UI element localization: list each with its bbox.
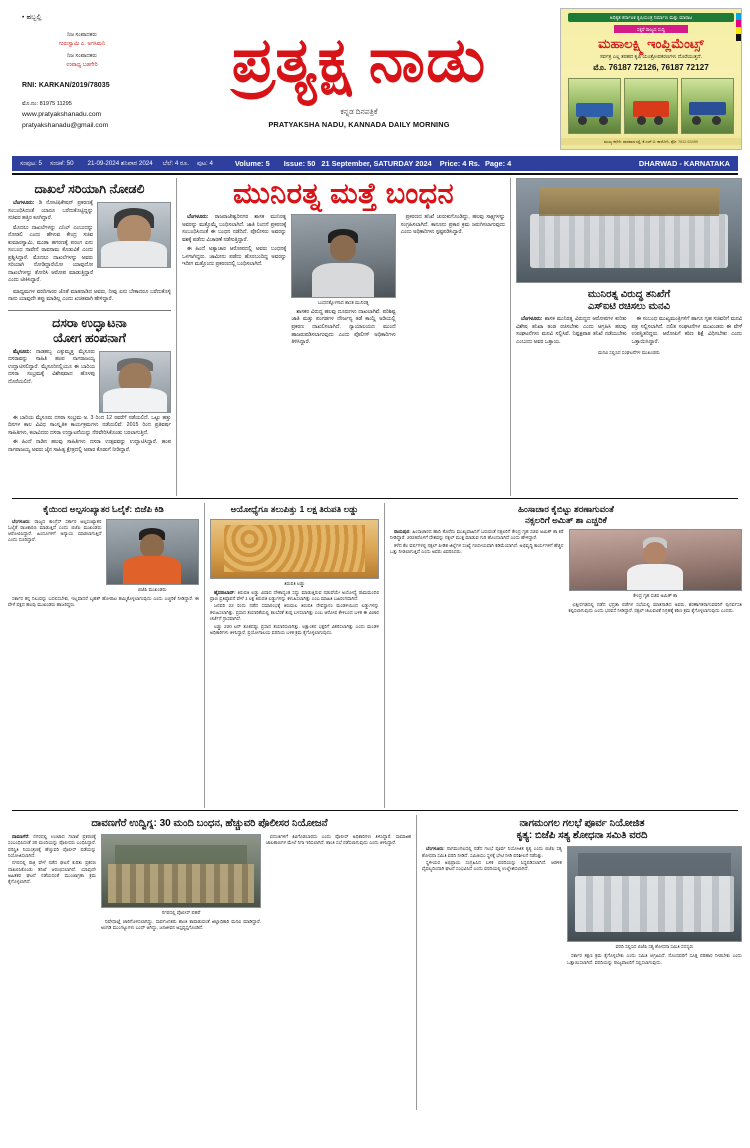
sit-photo-caption: ಮನವಿ ಸಲ್ಲಿಸಿದ ಸಂಘಟನೆಗಳ ಮುಖಂಡರು: [598, 350, 660, 356]
laddu-story: [204, 503, 384, 808]
minority-photo-caption: ಬಿಜೆಪಿ ಮುಖಂಡರು: [137, 586, 167, 592]
amitshah-headline-line2[interactable]: ನಕ್ಸಲರಿಗೆ ಅಮಿತ್ ಶಾ ಎಚ್ಚರಿಕೆ: [525, 514, 607, 525]
davangere-body-3: ನಿಷೇಧಾಜ್ಞೆ ಜಾರಿಗೊಳಿಸಲಾಗಿದ್ದು, ಸಾರ್ವಜನಿಕರು ಶಾಂತಿ ಕಾಪಾಡುವಂತೆ ಜಿಲ್ಲಾಧಿಕಾರಿ ಮನವಿ ಮಾಡಿದ್ದಾರೆ. ಅಂಗಡಿ ಮುಂಗಟ್ಟುಗಳು ಬಂದ್ ಆಗಿದ್ದು, ಜನಜೀವನ ಅಸ್ತವ್ಯಸ್ತಗೊಂಡಿದೆ.: [101, 919, 261, 931]
ad-photo-trailer: [681, 78, 734, 134]
bottom-news-block: [8, 815, 742, 1110]
masthead-credits: [22, 31, 158, 69]
dasara-dateline: ಮೈಸೂರು:: [13, 348, 32, 355]
davangere-photo-caption: ನಗರದಲ್ಲಿ ಪೊಲೀಸ್ ಪಹರೆ: [161, 910, 201, 916]
davangere-dateline: ದಾವಣಗೆರೆ:: [12, 834, 30, 840]
masthead-left-info: [8, 8, 158, 152]
contact-email[interactable]: pratyakshanadu@gmail.com: [22, 122, 109, 130]
davangere-story: [8, 815, 416, 1110]
minority-photo: [106, 519, 200, 585]
contact-website[interactable]: www.pratyakshanadu.com: [22, 111, 102, 119]
munirathna-body-2: ಈ ಹಿಂದೆ ಅತ್ಯಾಚಾರ ಆರೋಪದಲ್ಲಿ ಅವರು ಬಂಧನಕ್ಕೆ ಒಳಗಾಗಿದ್ದರು. ಜಾಮೀನು ಪಡೆದು ಹೊರಬಂದಿದ್ದ ಅವರನ್ನು ಇದೀಗ ಮತ್ತೊಂದು ಪ್ರಕರಣದಲ್ಲಿ ಬಂಧಿಸಲಾಗಿದೆ.: [182, 246, 287, 268]
sit-dateline: ಬೆಂಗಳೂರು:: [521, 316, 543, 323]
davangere-body-2: ನಗರದಲ್ಲಿ ರಾತ್ರಿ ವೇಳೆ ನಡೆದ ಘಟನೆ ಕುರಿತು ಪ್ರಕರಣ ದಾಖಲಿಸಿಕೊಂಡು ತನಿಖೆ ಆರಂಭಿಸಲಾಗಿದೆ. ಯಾವುದೇ ಅಹಿತಕರ ಘಟನೆ ನಡೆಯದಂತೆ ಮುಂಜಾಗ್ರತಾ ಕ್ರಮ ಕೈಗೊಳ್ಳಲಾಗಿದೆ.: [8, 860, 96, 884]
ad-product-photos: [568, 78, 734, 134]
sit-body-1: ಶಾಸಕ ಮುನಿರತ್ನ ವಿರುದ್ಧದ ಆರೋಪಗಳ ಕುರಿತು ವಿಶೇಷ ತನಿಖಾ ತಂಡ ರಚಿಸಬೇಕು ಎಂದು ಆಗ್ರಹಿಸಿ ಹಲವು ಸಂಘಟನೆಗಳು ಮನವಿ ಸಲ್ಲಿಸಿವೆ. ನಿಷ್ಪಕ್ಷಪಾತ ತನಿಖೆ ನಡೆಯಬೇಕು ಎಂಬುದು ಅವರ ಒತ್ತಾಯ.: [516, 316, 627, 345]
nagamangala-headline-line1[interactable]: ನಾಗಮಂಗಲ ಗಲಭೆ ಪೂರ್ವ ನಿಯೋಜಿತ: [519, 818, 645, 829]
sit-headline-line2[interactable]: ಎಸ್‌ಐಟಿ ರಚಿಸಲು ಮನವಿ: [587, 301, 671, 313]
sit-headline-line1[interactable]: ಮುನಿರತ್ನ ವಿರುದ್ಧ ತನಿಖೆಗೆ: [587, 289, 671, 300]
top-news-block: [8, 178, 742, 496]
newspaper-title: ಪ್ರತ್ಯಕ್ಷ ನಾಡು: [231, 27, 487, 95]
info-kn-volume: ಸಂಪುಟ: 5: [20, 159, 42, 167]
laddu-dateline: ಹೈದರಾಬಾದ್:: [214, 589, 236, 595]
dakhale-body-2: ಮೊದಲು ದಾಖಲೆಗಳನ್ನು ಎನಿಲ್ ಎಂಬುದನ್ನು ನೋಡಲಿ ಎಂದು ಹೇಳುವ ಕೇಂದ್ರ ಸಚಿವ ಕುಮಾರಸ್ವಾಮಿ, ಮುಡಾ ಹಗರಣಕ್ಕೆ ಪರಂಗ ಏನು ಸಂಬಂಧ ನಾವೇನೆ ರಾವನಾಮ ಕೊಡುವಿಕೆ ಎಂದು ಪ್ರಶ್ನಿಸಿದ್ದಾರೆ. ಮೊದಲು ದಾಖಲೆಗಳನ್ನು ಅವರು ಸರಿಯಾಗಿ ನೋಡಿದ್ದಾರೆಯೋ ಯಾವುದೋ ದಾಖಲೆಗಳನ್ನು ತೋರಿಸಿ ಆರೋಪ ಮಾಡುತ್ತಿದ್ದಾರೆ ಎಂದು ಟೀಕಿಸಿದ್ದಾರೆ.: [8, 224, 93, 284]
cmyk-registration-marks: [736, 13, 741, 41]
masthead-bullet: • ಹಬ್ಬಲ್ಲಿ: [22, 14, 42, 21]
dasara-headline-line2[interactable]: ಯೋಗ ಹಂಪನಾಗೆ: [53, 330, 126, 345]
credit-name-2: ಉಪಾಧ್ಯ ಬಡಗೇರಿ: [66, 61, 98, 68]
munirathna-main-headline[interactable]: ಮುನಿರತ್ನ ಮತ್ತೆ ಬಂಧನ: [233, 178, 454, 210]
dakhale-body-1: ಡಿ ನೋಟಿಫಿಕೇಷನ್ ಪ್ರಕರಣಕ್ಕೆ ಸಂಬಂಧಿಸಿದಂತೆ ಯಾರೂ ಬರೆದುಕೊಟ್ಟಿದ್ದನ್ನು ಸಚಿವರ ಹತ್ತಿರ ಕೂಗಿದ್ದಾರೆ.: [8, 200, 93, 222]
dasara-body-2: ಈ ಬಾರಿಯ ಮೈಸೂರು ದಸರಾ ಸಂಭ್ರಮ ಅ. 3 ರಿಂದ 12 ರವರೆಗೆ ನಡೆಯಲಿದೆ. ಒಟ್ಟು ಹತ್ತು ದಿನಗಳ ಕಾಲ ವಿವಿಧ ಸಾಂಸ್ಕೃತಿಕ ಕಾರ್ಯಕ್ರಮಗಳು ನಡೆಯಲಿವೆ. 2015 ರಿಂದ ಪ್ರತಿವರ್ಷ ಸಾಹಿತಿಗಳು, ಕಲಾವಿದರು ದಸರಾ ಉದ್ಘಾಟನೆಯನ್ನು ನೆರವೇರಿಸಿಕೊಂಡು ಬರಲಾಗುತ್ತಿದೆ.: [8, 414, 171, 436]
amitshah-body-2: ಛತ್ತೀಸಗಢದಲ್ಲಿ ನಡೆದ ಭದ್ರತಾ ಪಡೆಗಳ ಸಭೆಯಲ್ಲಿ ಮಾತನಾಡಿದ ಅವರು, ಶರಣಾಗತರಾಗುವವರಿಗೆ ಪುನರ್ವಸತಿ ಕಲ್ಪಿಸಲಾಗುವುದು ಎಂದು ಭರವಸೆ ನೀಡಿದ್ದಾರೆ. ನಕ್ಸಲ್ ಚಟುವಟಿಕೆ ನಿಗ್ರಹಕ್ಕೆ ಕಠಿಣ ಕ್ರಮ ಕೈಗೊಳ್ಳಲಾಗುವುದು ಎಂದರು.: [568, 602, 742, 614]
davangere-body-4: ವದಂತಿಗಳಿಗೆ ಕಿವಿಗೊಡಬಾರದು ಎಂದು ಪೊಲೀಸ್ ಅಧಿಕಾರಿಗಳು ತಿಳಿಸಿದ್ದಾರೆ. ಸಾಮಾಜಿಕ ಜಾಲತಾಣಗಳ ಮೇಲೆ ನಿಗಾ ಇರಿಸಲಾಗಿದೆ. ಶಾಂತಿ ಸಭೆ ನಡೆಸಲಾಗುವುದು ಎಂದು ತಿಳಿಸಿದ್ದಾರೆ.: [266, 834, 411, 846]
dasara-body-3: ಈ ಹಿಂದೆ ನಾಡಿನ ಹಲವು ಸಾಹಿತಿಗಳು ದಸರಾ ಉತ್ಸವವನ್ನು ಉದ್ಘಾಟಿಸಿದ್ದಾರೆ. ಹಂಪ ನಾಗರಾಜಯ್ಯ ಅವರು ಜೈನ ಸಾಹಿತ್ಯ ಕ್ಷೇತ್ರದಲ್ಲಿ ಅಪಾರ ಕೊಡುಗೆ ನೀಡಿದ್ದಾರೆ.: [8, 439, 171, 453]
amitshah-body-1: ಹಿಂಸಾಚಾರದ ಹಾದಿ ತೊರೆದು ಮುಖ್ಯವಾಹಿನಿಗೆ ಬರುವಂತೆ ನಕ್ಸಲರಿಗೆ ಕೇಂದ್ರ ಗೃಹ ಸಚಿವ ಅಮಿತ್ ಶಾ ಕರೆ ನೀಡಿದ್ದಾರೆ. 2026ರೊಳಗೆ ದೇಶವನ್ನು ನಕ್ಸಲ್ ಮುಕ್ತ ಮಾಡುವ ಗುರಿ ಹೊಂದಲಾಗಿದೆ ಎಂದು ಹೇಳಿದ್ದಾರೆ.: [390, 529, 564, 541]
nagamangala-photo-caption: ವರದಿ ಸಲ್ಲಿಸಿದ ಬಿಜೆಪಿ ಸತ್ಯ ಶೋಧನಾ ಸಮಿತಿ ಸದಸ್ಯರು: [615, 944, 694, 950]
sit-group-photo: [516, 178, 742, 283]
amitshah-photo: [569, 529, 743, 591]
info-kn-issue: ಸಂಚಿಕೆ: 50: [49, 159, 74, 167]
masthead-advertisement[interactable]: [560, 8, 742, 150]
laddu-body-3: ಲಡ್ಡು 220 ಟನ್ ತೂಕದಷ್ಟು ಪ್ರಸಾದ ತಯಾರಿಸಲಾಗಿತ್ತು. ಲಕ್ಷಾಂತರ ಭಕ್ತರಿಗೆ ವಿತರಿಸಲಾಗಿತ್ತು ಎಂದು ಮಂಡಳಿ ಅಧಿಕಾರಿಗಳು ತಿಳಿಸಿದ್ದಾರೆ. ಪ್ರಯೋಗಾಲಯ ವರದಿಯ ಬಳಿಕ ಕ್ರಮ ಕೈಗೊಳ್ಳಲಾಗುವುದು.: [210, 623, 379, 635]
munirathna-body-4: ಪ್ರಕರಣದ ತನಿಖೆ ಚುರುಕುಗೊಂಡಿದ್ದು, ಹಲವು ಸಾಕ್ಷ್ಯಗಳನ್ನು ಸಂಗ್ರಹಿಸಲಾಗಿದೆ. ಕಾನೂನು ಪ್ರಕಾರ ಕ್ರಮ ಜರುಗಿಸಲಾಗುವುದು ಎಂದು ಅಧಿಕಾರಿಗಳು ಸ್ಪಷ್ಟಪಡಿಸಿದ್ದಾರೆ.: [400, 214, 505, 236]
munirathna-dateline: ಬೆಂಗಳೂರು:: [187, 214, 209, 220]
masthead-divider: [12, 173, 738, 175]
left-column: [8, 178, 176, 496]
minority-headline[interactable]: ಕೈಯಿಂದ ಅಲ್ಪಸಂಖ್ಯಾತರ ಓಲೈಕೆ: ಬಿಜೆಪಿ ಕಿಡಿ: [43, 504, 164, 514]
info-kn-pages: ಪುಟ: 4: [196, 159, 213, 167]
munirathna-body-3: ಶಾಸಕರ ವಿರುದ್ಧ ಹಲವು ದೂರುಗಳು ದಾಖಲಾಗಿವೆ. ಪರಿಶಿಷ್ಟ ಜಾತಿ ಮತ್ತು ಪಂಗಡಗಳ ದೌರ್ಜನ್ಯ ತಡೆ ಕಾಯ್ದೆ ಅಡಿಯಲ್ಲಿ ಪ್ರಕರಣ ದಾಖಲಿಸಲಾಗಿದೆ. ನ್ಯಾಯಾಲಯದ ಮುಂದೆ ಹಾಜರುಪಡಿಸಲಾಗುವುದು ಎಂದು ಪೊಲೀಸ್ ಅಧಿಕಾರಿಗಳು ತಿಳಿಸಿದ್ದಾರೆ.: [291, 308, 396, 346]
newspaper-subtitle-english: PRATYAKSHA NADU, KANNADA DAILY MORNING: [268, 120, 450, 130]
ad-photo-rotavator: [624, 78, 677, 134]
amitshah-photo-caption: ಕೇಂದ್ರ ಗೃಹ ಸಚಿವ ಅಮಿತ್ ಶಾ: [633, 593, 678, 599]
masthead: [8, 0, 742, 152]
davangere-body-1: ನಗರದಲ್ಲಿ ಉಂಟಾದ ಗಲಾಟೆ ಪ್ರಕರಣಕ್ಕೆ ಸಂಬಂಧಿಸಿದಂತೆ 30 ಮಂದಿಯನ್ನು ಪೊಲೀಸರು ಬಂಧಿಸಿದ್ದಾರೆ. ಪರಿಸ್ಥಿತಿ ನಿಯಂತ್ರಣಕ್ಕೆ ಹೆಚ್ಚುವರಿ ಪೊಲೀಸ್ ಪಡೆಯನ್ನು ನಿಯೋಜಿಸಲಾಗಿದೆ.: [8, 834, 96, 858]
nagamangala-body-1: ನಾಗಮಂಗಲದಲ್ಲಿ ನಡೆದ ಗಲಭೆ ಪೂರ್ವ ನಿಯೋಜಿತ ಕೃತ್ಯ ಎಂದು ಬಿಜೆಪಿ ಸತ್ಯ ಶೋಧನಾ ಸಮಿತಿ ವರದಿ ನೀಡಿದೆ. ಸಮಿತಿಯು ಸ್ಥಳಕ್ಕೆ ಭೇಟಿ ನೀಡಿ ಪರಿಶೀಲನೆ ನಡೆಸಿತ್ತು.: [422, 846, 562, 858]
dakhale-headline[interactable]: ದಾಖಲೆ ಸರಿಯಾಗಿ ನೋಡಲಿ: [34, 182, 145, 196]
credit-label-1: ನಿಜ ಸಂಪಾದಕರು: [67, 32, 97, 38]
ad-ribbon: ಸಕ್ಕರೆ ರಾಜ್ಯದ ಸುದ್ದಿ: [614, 25, 688, 33]
laddu-photo: [210, 519, 379, 579]
ad-footer-address: ಮುಖ್ಯ ಕಛೇರಿ: ಧಾರವಾಡ ರಸ್ತೆ, ಕೆ.ಎಚ್.ಬಿ. ಕಾಲೋನಿ, ಫೋ: 7611 63499: [561, 138, 741, 145]
center-column: [176, 178, 510, 496]
dakhale-dateline: ಬೆಂಗಳೂರು:: [13, 200, 35, 206]
info-price: Price: 4 Rs.: [439, 159, 480, 168]
newspaper-subtitle-kannada: ಕನ್ನಡ ದಿನಪತ್ರಿಕೆ: [340, 107, 378, 117]
info-pages: Page: 4: [484, 159, 512, 168]
laddu-body-2: ಜನವರಿ 22 ರಂದು ನಡೆದ ಸಮಾರಂಭಕ್ಕೆ ತಿರುಮಲ ತಿರುಪತಿ ದೇವಸ್ಥಾನಂ ಮಂಡಳಿಯಿಂದ ಲಡ್ಡುಗಳನ್ನು ಕಳುಹಿಸಲಾಗಿತ್ತು. ಪ್ರಸಾದ ತಯಾರಿಕೆಯಲ್ಲಿ ಕಲಬೆರಕೆ ತುಪ್ಪ ಬಳಸಲಾಗಿತ್ತು ಎಂಬ ಆರೋಪ ಕೇಳಿಬಂದ ಬಳಿಕ ಈ ವಿಚಾರ ಚರ್ಚೆಗೆ ಗ್ರಾಸವಾಗಿದೆ.: [210, 603, 379, 621]
ad-phone-numbers: ಮೊ. 76187 72126, 76187 72127: [593, 63, 709, 72]
minority-body-2: ಸರ್ಕಾರ ತನ್ನ ನಿಲುವನ್ನು ಬದಲಿಸಬೇಕು, ಇಲ್ಲವಾದರೆ ಬೃಹತ್ ಹೋರಾಟ ಹಮ್ಮಿಕೊಳ್ಳಲಾಗುವುದು ಎಂದು ಎಚ್ಚರಿಕೆ ನೀಡಿದ್ದಾರೆ. ಈ ವೇಳೆ ಪಕ್ಷದ ಹಲವು ಮುಖಂಡರು ಹಾಜರಿದ್ದರು.: [8, 595, 199, 607]
sit-body-2: ಈ ಸಂಬಂಧ ಮುಖ್ಯಮಂತ್ರಿಗಳಿಗೆ ಹಾಗೂ ಗೃಹ ಸಚಿವರಿಗೆ ಮನವಿ ಪತ್ರ ಸಲ್ಲಿಸಲಾಗಿದೆ. ದಲಿತ ಸಂಘಟನೆಗಳ ಮುಖಂಡರು ಈ ವೇಳೆ ಉಪಸ್ಥಿತರಿದ್ದರು. ಆರೋಪಿಗೆ ಕಠಿಣ ಶಿಕ್ಷೆ ವಿಧಿಸಬೇಕು ಎಂದು ಒತ್ತಾಯಿಸಿದ್ದಾರೆ.: [631, 316, 742, 345]
nagamangala-dateline: ಬೆಂಗಳೂರು:: [426, 846, 445, 852]
nagamangala-body-2: ಸ್ಥಳೀಯರ ಅಭಿಪ್ರಾಯ ಸಂಗ್ರಹಿಸಿದ ಬಳಿಕ ವರದಿಯನ್ನು ಸಿದ್ಧಪಡಿಸಲಾಗಿದೆ. ಆಡಳಿತ ವೈಫಲ್ಯದಿಂದಾಗಿ ಘಟನೆ ಸಂಭವಿಸಿದೆ ಎಂದು ವರದಿಯಲ್ಲಿ ಉಲ್ಲೇಖಿಸಲಾಗಿದೆ.: [422, 860, 562, 872]
middle-news-block: [8, 503, 742, 808]
dakhale-body-3: ಮಾಧ್ಯಮಗಳ ವರದಿಗಾರರ ಜೊತೆ ಮಾತನಾಡಿದ ಅವರು, ನೀವು ಏನು ಬೇಕಾದರೂ ಬರೆದುಕೊಳ್ಳಿ ನಾನು ಯಾವುದೇ ತಪ್ಪು ಮಾಡಿಲ್ಲ ಎಂದು ಖಚಿತವಾಗಿ ಹೇಳಿದ್ದಾರೆ.: [8, 288, 171, 303]
info-date: 21 September, SATURDAY 2024: [321, 159, 432, 168]
minority-body-1: ರಾಜ್ಯದ ಕಾಂಗ್ರೆಸ್ ಸರ್ಕಾರ ಅಲ್ಪಸಂಖ್ಯಾತರ ಓಲೈಕೆ ರಾಜಕಾರಣ ಮಾಡುತ್ತಿದೆ ಎಂದು ಬಿಜೆಪಿ ಮುಖಂಡರು ಆರೋಪಿಸಿದ್ದಾರೆ. ಹಿಂದೂಗಳಿಗೆ ಅನ್ಯಾಯ ಮಾಡಲಾಗುತ್ತಿದೆ ಎಂದು ದೂರಿದ್ದಾರೆ.: [8, 518, 102, 543]
laddu-headline[interactable]: ಅಯೋಧ್ಯೆಗೂ ತಲುಪಿತ್ತು 1 ಲಕ್ಷ ತಿರುಪತಿ ಲಡ್ಡು: [230, 504, 359, 514]
amitshah-body-3: ಕಳೆದ ಕೆಲ ವರ್ಷಗಳಲ್ಲಿ ನಕ್ಸಲ್ ಪೀಡಿತ ಜಿಲ್ಲೆಗಳ ಸಂಖ್ಯೆ ಗಣನೀಯವಾಗಿ ಕಡಿಮೆಯಾಗಿದೆ. ಅಭಿವೃದ್ಧಿ ಕಾರ್ಯಗಳಿಗೆ ಹೆಚ್ಚಿನ ಒತ್ತು ನೀಡಲಾಗುತ್ತಿದೆ ಎಂದು ಅವರು ವಿವರಿಸಿದರು.: [390, 543, 564, 555]
nagamangala-headline-line2[interactable]: ಕೃತ್ಯ: ಬಿಜೆಪಿ ಸತ್ಯ ಶೋಧನಾ ಸಮಿತಿ ವರದಿ: [516, 830, 648, 842]
laddu-body-1: ತಿರುಪತಿ ಲಡ್ಡು ವಿವಾದ ದೇಶಾದ್ಯಂತ ಸದ್ದು ಮಾಡುತ್ತಿರುವ ನಡುವೆಯೇ ಅಯೋಧ್ಯೆ ರಾಮಮಂದಿರ ಪ್ರಾಣ ಪ್ರತಿಷ್ಠಾಪನೆ ವೇಳೆ 1 ಲಕ್ಷ ತಿರುಪತಿ ಲಡ್ಡುಗಳನ್ನು ಕಳುಹಿಸಲಾಗಿತ್ತು ಎಂಬ ಮಾಹಿತಿ ಬಹಿರಂಗವಾಗಿದೆ.: [210, 589, 379, 601]
info-volume: Volume: 5: [234, 159, 270, 168]
masthead-center: [158, 8, 560, 152]
munirathna-photo: [291, 214, 395, 298]
laddu-photo-caption: ತಿರುಪತಿ ಲಡ್ಡು: [284, 580, 305, 586]
info-kn-price: ಬೆಲೆ: 4 ರೂ.: [162, 159, 189, 167]
dasara-body-1: ನಾಡಹಬ್ಬ ಎಕ್ಕುಮ್ಮತ್ತ ಮೈಸೂರು ದಸರಾವನ್ನು ಸಾಹಿತಿ ಹಂಪ ನಾಗರಾಜಯ್ಯ ಉದ್ಘಾಟಿಸಲಿದ್ದಾರೆ. ಮೈಸೂರಿನಲ್ಲಿಯೂ ಈ ಬಾರಿಯ ದಸರಾ ಸಂಭ್ರಮಕ್ಕೆ ವಿಶೇಷವಾದ ಹೊಳಪು ದೊರೆಯಲಿದೆ.: [8, 348, 95, 385]
ad-top-band: ಅಧಿಕೃತ ಕರ್ನಾಟಕ ಕೃಷಿಯಂತ್ರ ನಿರ್ಮಾಣ ಮತ್ತು ಮಾರಾಟ: [568, 13, 734, 22]
davangere-photo: [101, 834, 261, 908]
ad-photo-plough: [568, 78, 621, 134]
ad-tagline: ಸರ್ವತ್ರ ಎಲ್ಲ ತರಹದ ಕೃಷಿ ಯಂತ್ರೋಪಕರಣಗಳು ದೊರೆಯುತ್ತದೆ.: [600, 54, 702, 60]
davangere-headline[interactable]: ದಾವಣಗೆರೆ ಉದ್ವಿಗ್ನ: 30 ಮಂದಿ ಬಂಧನ, ಹೆಚ್ಚುವರಿ ಪೊಲೀಸರ ನಿಯೋಜನೆ: [91, 818, 328, 829]
masthead-contact: [22, 100, 158, 132]
nagamangala-photo: [567, 846, 742, 942]
munirathna-photo-caption: ಬಂಧನಕ್ಕೊಳಗಾದ ಶಾಸಕ ಮುನಿರತ್ನ: [318, 300, 369, 305]
dasara-headline-line1[interactable]: ದಸರಾ ಉದ್ಘಾಟನಾ: [52, 315, 127, 330]
amitshah-dateline: ರಾಯಪುರ:: [394, 529, 411, 535]
rni-number: RNI: KARKAN/2019/78035: [22, 82, 110, 90]
contact-phone: ಮೊ.ನಂ: 81975 11295: [22, 101, 72, 108]
dasara-photo: [99, 351, 171, 413]
info-place: DHARWAD - KARNATAKA: [638, 159, 730, 168]
minority-dateline: ಬೆಂಗಳೂರು:: [12, 518, 31, 524]
credit-name-1: ಗುರುಸ್ವಾಮಿ ಎ. ಅಗಸಿಮನಿ: [58, 40, 106, 47]
dakhale-photo: [97, 202, 171, 268]
credit-label-2: ನಿಜ ಸಂಪಾದಕರು: [67, 53, 97, 60]
right-column: [510, 178, 742, 496]
nagamangala-body-3: ಸರ್ಕಾರ ತಕ್ಷಣ ಕ್ರಮ ಕೈಗೊಳ್ಳಬೇಕು ಎಂದು ಸಮಿತಿ ಆಗ್ರಹಿಸಿದೆ. ನೊಂದವರಿಗೆ ಸೂಕ್ತ ಪರಿಹಾರ ನೀಡಬೇಕು ಎಂದು ಒತ್ತಾಯಿಸಲಾಗಿದೆ. ವರದಿಯನ್ನು ರಾಜ್ಯಪಾಲರಿಗೆ ಸಲ್ಲಿಸಲಾಗುವುದು.: [567, 953, 742, 965]
info-issue: Issue: 50: [283, 159, 316, 168]
issue-info-bar: [12, 156, 738, 171]
amitshah-headline-line1[interactable]: ಹಿಂಸಾಚಾರ ಕೈಬಿಟ್ಟು ಶರಣಾಗುವಂತೆ: [518, 504, 614, 514]
nagamangala-story: [416, 815, 742, 1110]
munirathna-body-1: ರಾಜರಾಜೇಶ್ವರಿನಗರ ಶಾಸಕ ಮುನಿರತ್ನ ಅವರನ್ನು ಮತ್ತೊಮ್ಮೆ ಬಂಧಿಸಲಾಗಿದೆ. ಜಾತಿ ನಿಂದನೆ ಪ್ರಕರಣಕ್ಕೆ ಸಂಬಂಧಿಸಿದಂತೆ ಈ ಬಂಧನ ನಡೆದಿದೆ. ಪೊಲೀಸರು ಅವರನ್ನು ವಶಕ್ಕೆ ಪಡೆದು ವಿಚಾರಣೆ ನಡೆಸುತ್ತಿದ್ದಾರೆ.: [182, 214, 287, 243]
ad-company-name: ಮಹಾಲಕ್ಷ್ಮಿ ಇಂಪ್ಲಿಮೆಂಟ್ಸ್: [598, 36, 704, 51]
amitshah-story: [384, 503, 742, 808]
info-kn-date: 21-09-2024 ಶನಿವಾರ 2024: [87, 159, 153, 167]
minority-story: [8, 503, 204, 808]
